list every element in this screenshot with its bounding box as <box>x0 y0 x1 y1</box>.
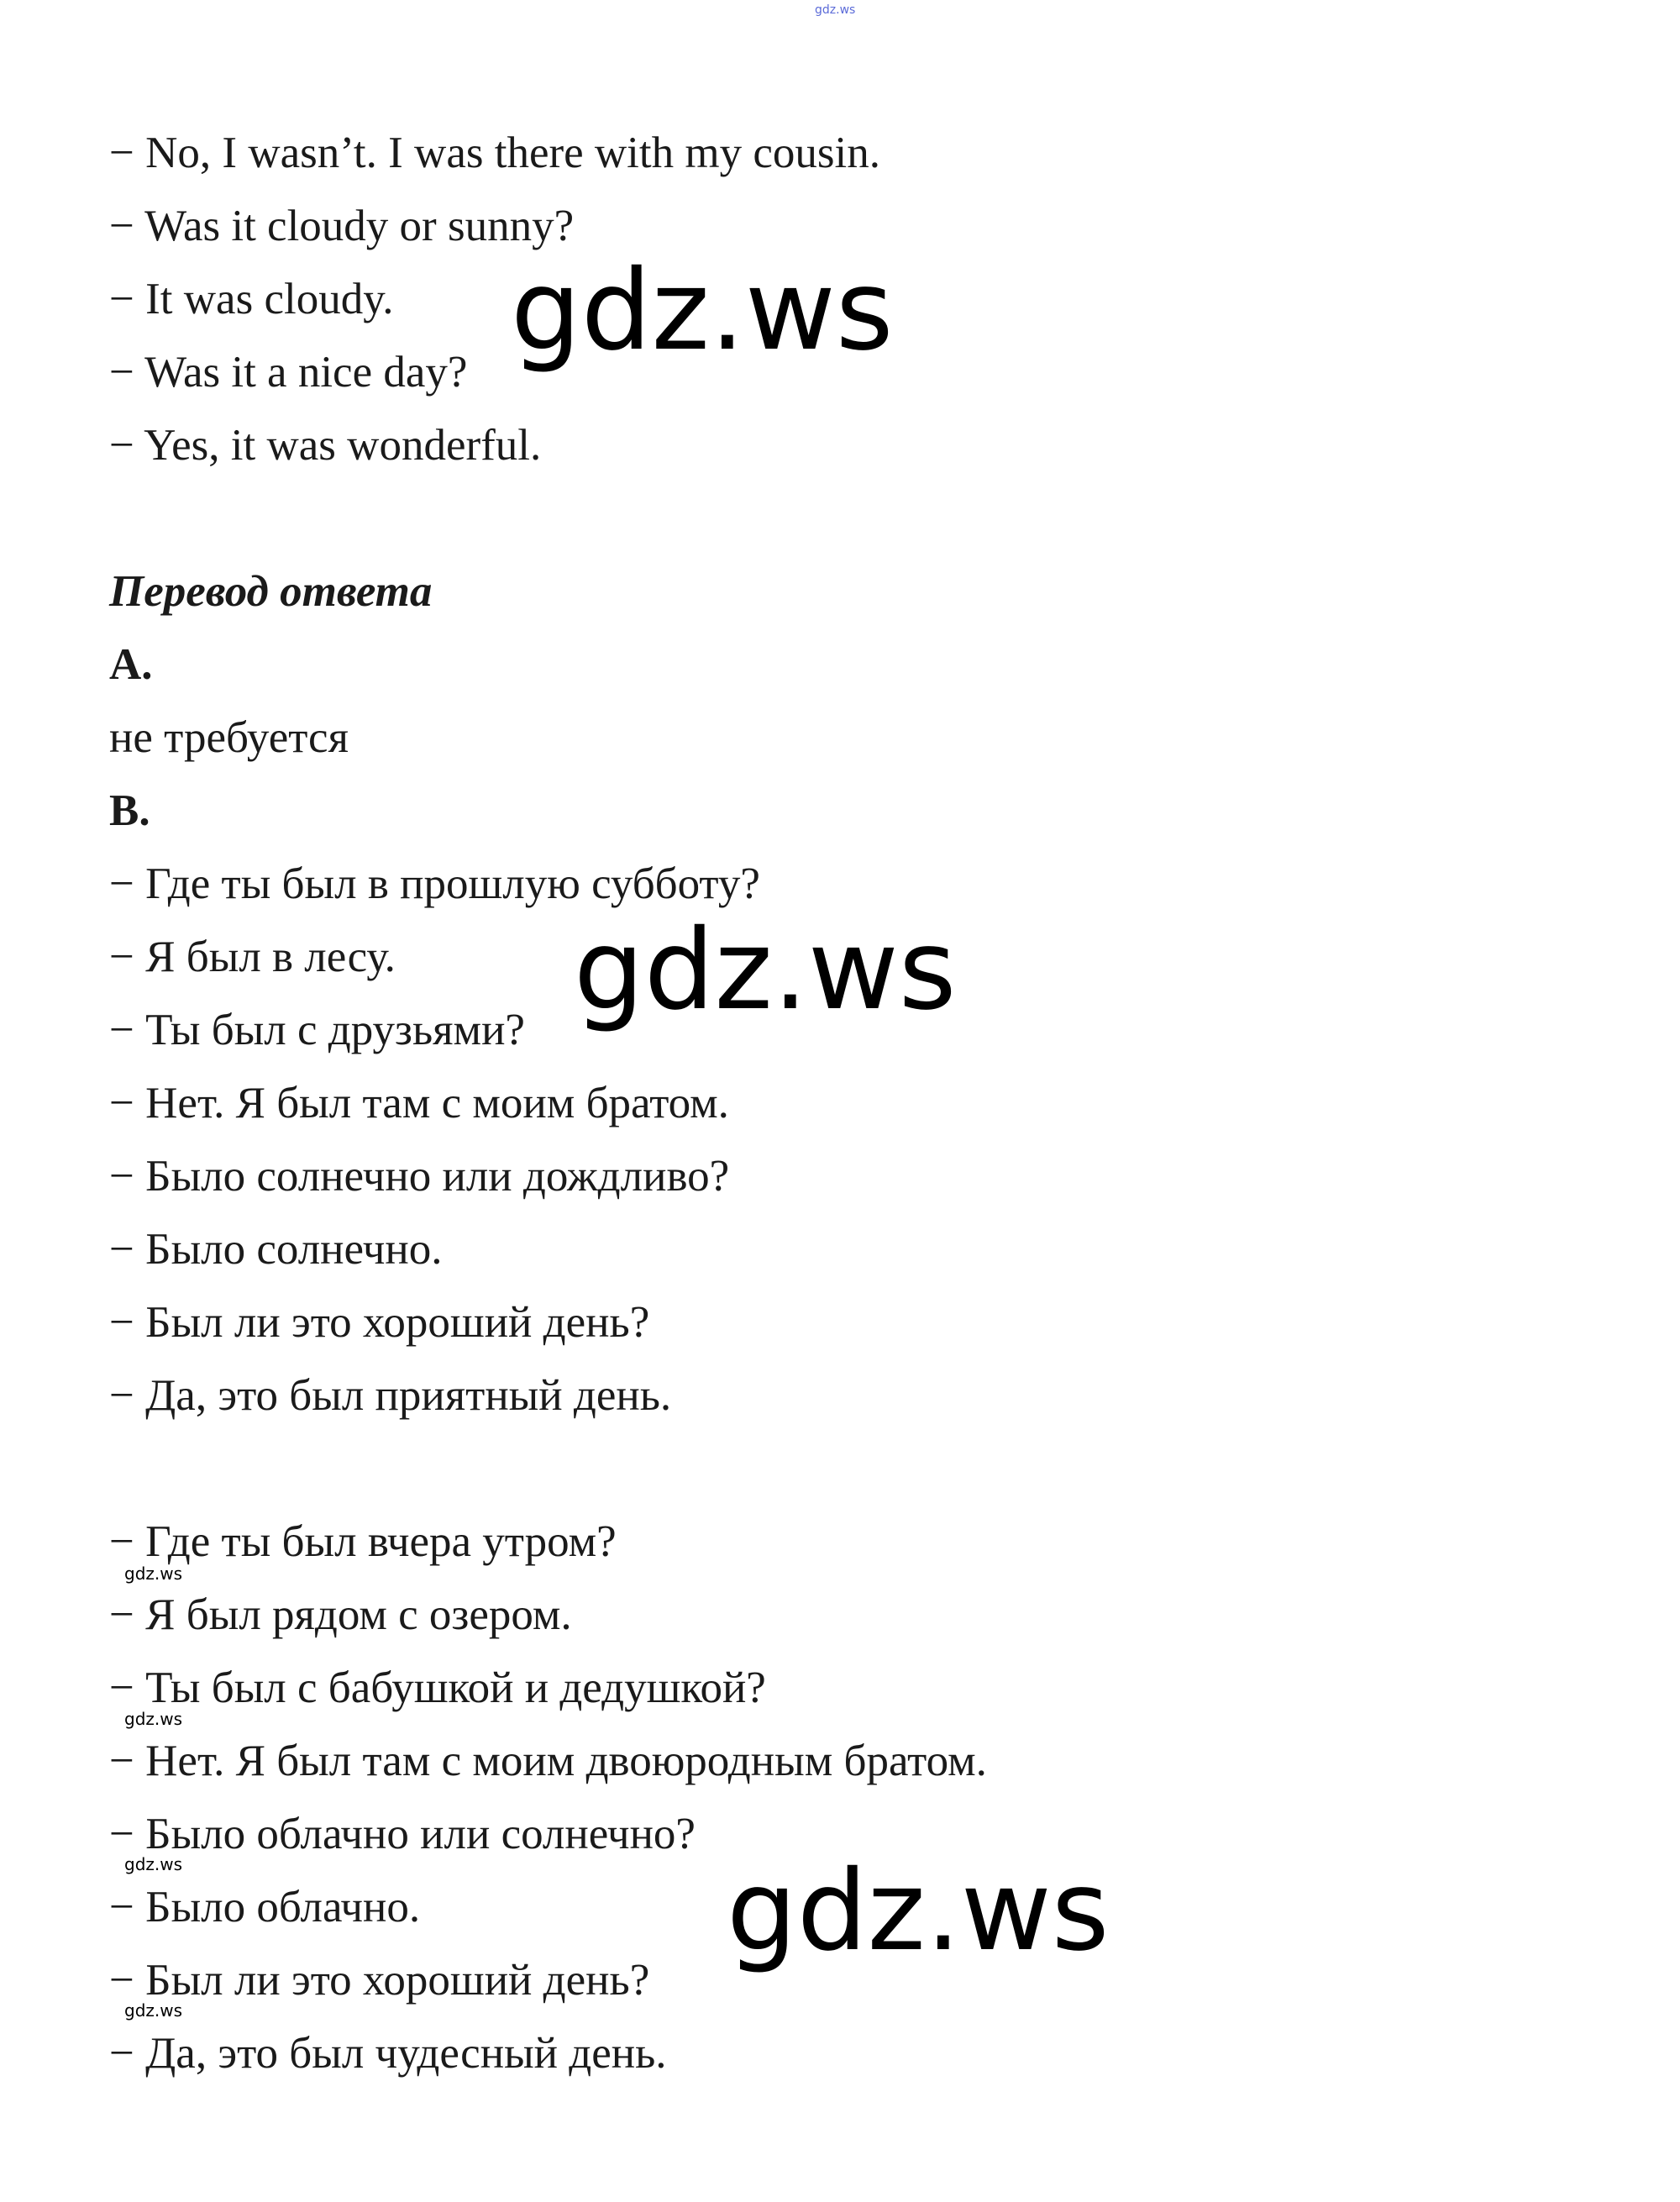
watermark-big: gdz.ws <box>727 1847 1110 1976</box>
dialogue-line: − Где ты был вчера утром? <box>109 1517 617 1566</box>
dialogue-line: − Было солнечно или дождливо? <box>109 1152 730 1201</box>
dialogue-line: − Yes, it was wonderful. <box>109 421 542 470</box>
dialogue-line: − Нет. Я был там с моим братом. <box>109 1079 729 1127</box>
watermark-big: gdz.ws <box>511 246 894 376</box>
section-a-label: A. <box>109 640 153 689</box>
dialogue-line: − Было облачно или солнечно? <box>109 1810 696 1858</box>
dialogue-line: − Был ли это хороший день? <box>109 1956 650 2005</box>
section-b-label: B. <box>109 786 150 835</box>
dialogue-line: − It was cloudy. <box>109 275 394 323</box>
dialogue-line: − Was it a nice day? <box>109 348 468 397</box>
dialogue-line: − Был ли это хороший день? <box>109 1298 650 1347</box>
dialogue-line: − Было солнечно. <box>109 1225 443 1274</box>
dialogue-line: − Где ты был в прошлую субботу? <box>109 859 760 908</box>
watermark-small: gdz.ws <box>124 1563 183 1584</box>
section-a-text: не требуется <box>109 713 349 762</box>
dialogue-line: − Я был в лесу. <box>109 933 396 981</box>
dialogue-line: − No, I wasn’t. I was there with my cousin. <box>109 129 880 177</box>
dialogue-line: − Ты был с друзьями? <box>109 1006 525 1054</box>
dialogue-line: − Was it cloudy or sunny? <box>109 202 575 250</box>
translation-heading: Перевод ответа <box>109 567 433 616</box>
watermark-big: gdz.ws <box>574 906 957 1035</box>
watermark-top: gdz.ws <box>815 3 856 17</box>
dialogue-line: − Да, это был чудесный день. <box>109 2029 667 2078</box>
dialogue-line: − Ты был с бабушкой и дедушкой? <box>109 1663 766 1712</box>
dialogue-line: − Я был рядом с озером. <box>109 1590 572 1639</box>
watermark-small: gdz.ws <box>124 1854 183 1874</box>
watermark-small: gdz.ws <box>124 1709 183 1729</box>
dialogue-line: − Нет. Я был там с моим двоюродным братом. <box>109 1737 987 1785</box>
dialogue-line: − Да, это был приятный день. <box>109 1371 672 1420</box>
dialogue-line: − Было облачно. <box>109 1883 421 1931</box>
watermark-small: gdz.ws <box>124 2000 183 2021</box>
